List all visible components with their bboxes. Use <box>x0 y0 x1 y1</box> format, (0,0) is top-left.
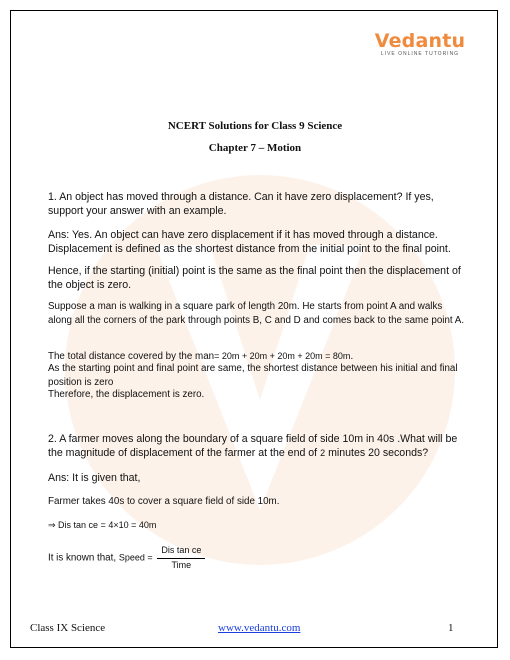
therefore-line: Therefore, the displacement is zero. <box>48 389 205 400</box>
document-title: NCERT Solutions for Class 9 Science <box>167 120 343 132</box>
hence-paragraph: Hence, if the starting (initial) point is the same as the final point then the displacement of the object is zero. <box>48 265 461 291</box>
logo-tagline: LIVE ONLINE TUTORING <box>380 51 460 57</box>
distance-equation: ⇒ Dis tan ce = 4×10 = 40m <box>48 520 157 530</box>
footer-website-link[interactable]: www.vedantu.com <box>218 622 301 634</box>
speed-fraction <box>157 544 205 572</box>
example-paragraph: Suppose a man is walking in a square park of length 20m. He starts from point A and walks along all the corners of the park through points B, C and D and comes back to the same point A. <box>48 301 465 326</box>
footer-class: Class IX Science <box>30 622 106 634</box>
page-number: 1 <box>448 622 454 634</box>
answer-2: Ans: It is given that, <box>48 472 141 484</box>
question-2-number: 2 <box>320 447 326 458</box>
answer-1-line-2: Displacement is defined as the shortest distance from the initial point to the final point. <box>48 242 451 255</box>
given-line: Farmer takes 40s to cover a square field of side 10m. <box>48 496 280 507</box>
speed-label: Speed = <box>118 552 153 563</box>
question-2-text: 2. A farmer moves along the boundary of a square field of side 10m in 40s .What will be the magnitude of displacement of the farmer at the end of <box>48 433 458 459</box>
speed-formula <box>48 544 468 572</box>
logo-brand: Vedantu <box>374 30 466 52</box>
total-prefix: The total distance covered by the man <box>48 351 215 362</box>
known-text: It is known that, <box>48 552 117 564</box>
fraction-denominator: Time <box>171 559 192 570</box>
question-1: 1. An object has moved through a distance. Can it have zero displacement? If yes, support your answer with an example. <box>48 191 434 217</box>
same-point-paragraph: As the starting point and final point are same, the shortest distance between his initial and final position is zero <box>48 363 458 388</box>
vedantu-logo <box>372 30 468 57</box>
chapter-title: Chapter 7 – Motion <box>208 142 302 154</box>
footer-link-wrap <box>218 622 300 634</box>
question-2-text-end: minutes 20 seconds? <box>328 446 429 459</box>
total-suffix: . <box>350 351 354 362</box>
question-2 <box>48 433 468 460</box>
answer-1-line-1: Ans: Yes. An object can have zero displacement if it has moved through a distance. <box>48 229 438 241</box>
fraction-numerator: Dis tan ce <box>157 544 205 559</box>
total-distance-math: = 20m + 20m + 20m + 20m = 80m <box>214 351 351 361</box>
answer-1 <box>48 229 468 256</box>
